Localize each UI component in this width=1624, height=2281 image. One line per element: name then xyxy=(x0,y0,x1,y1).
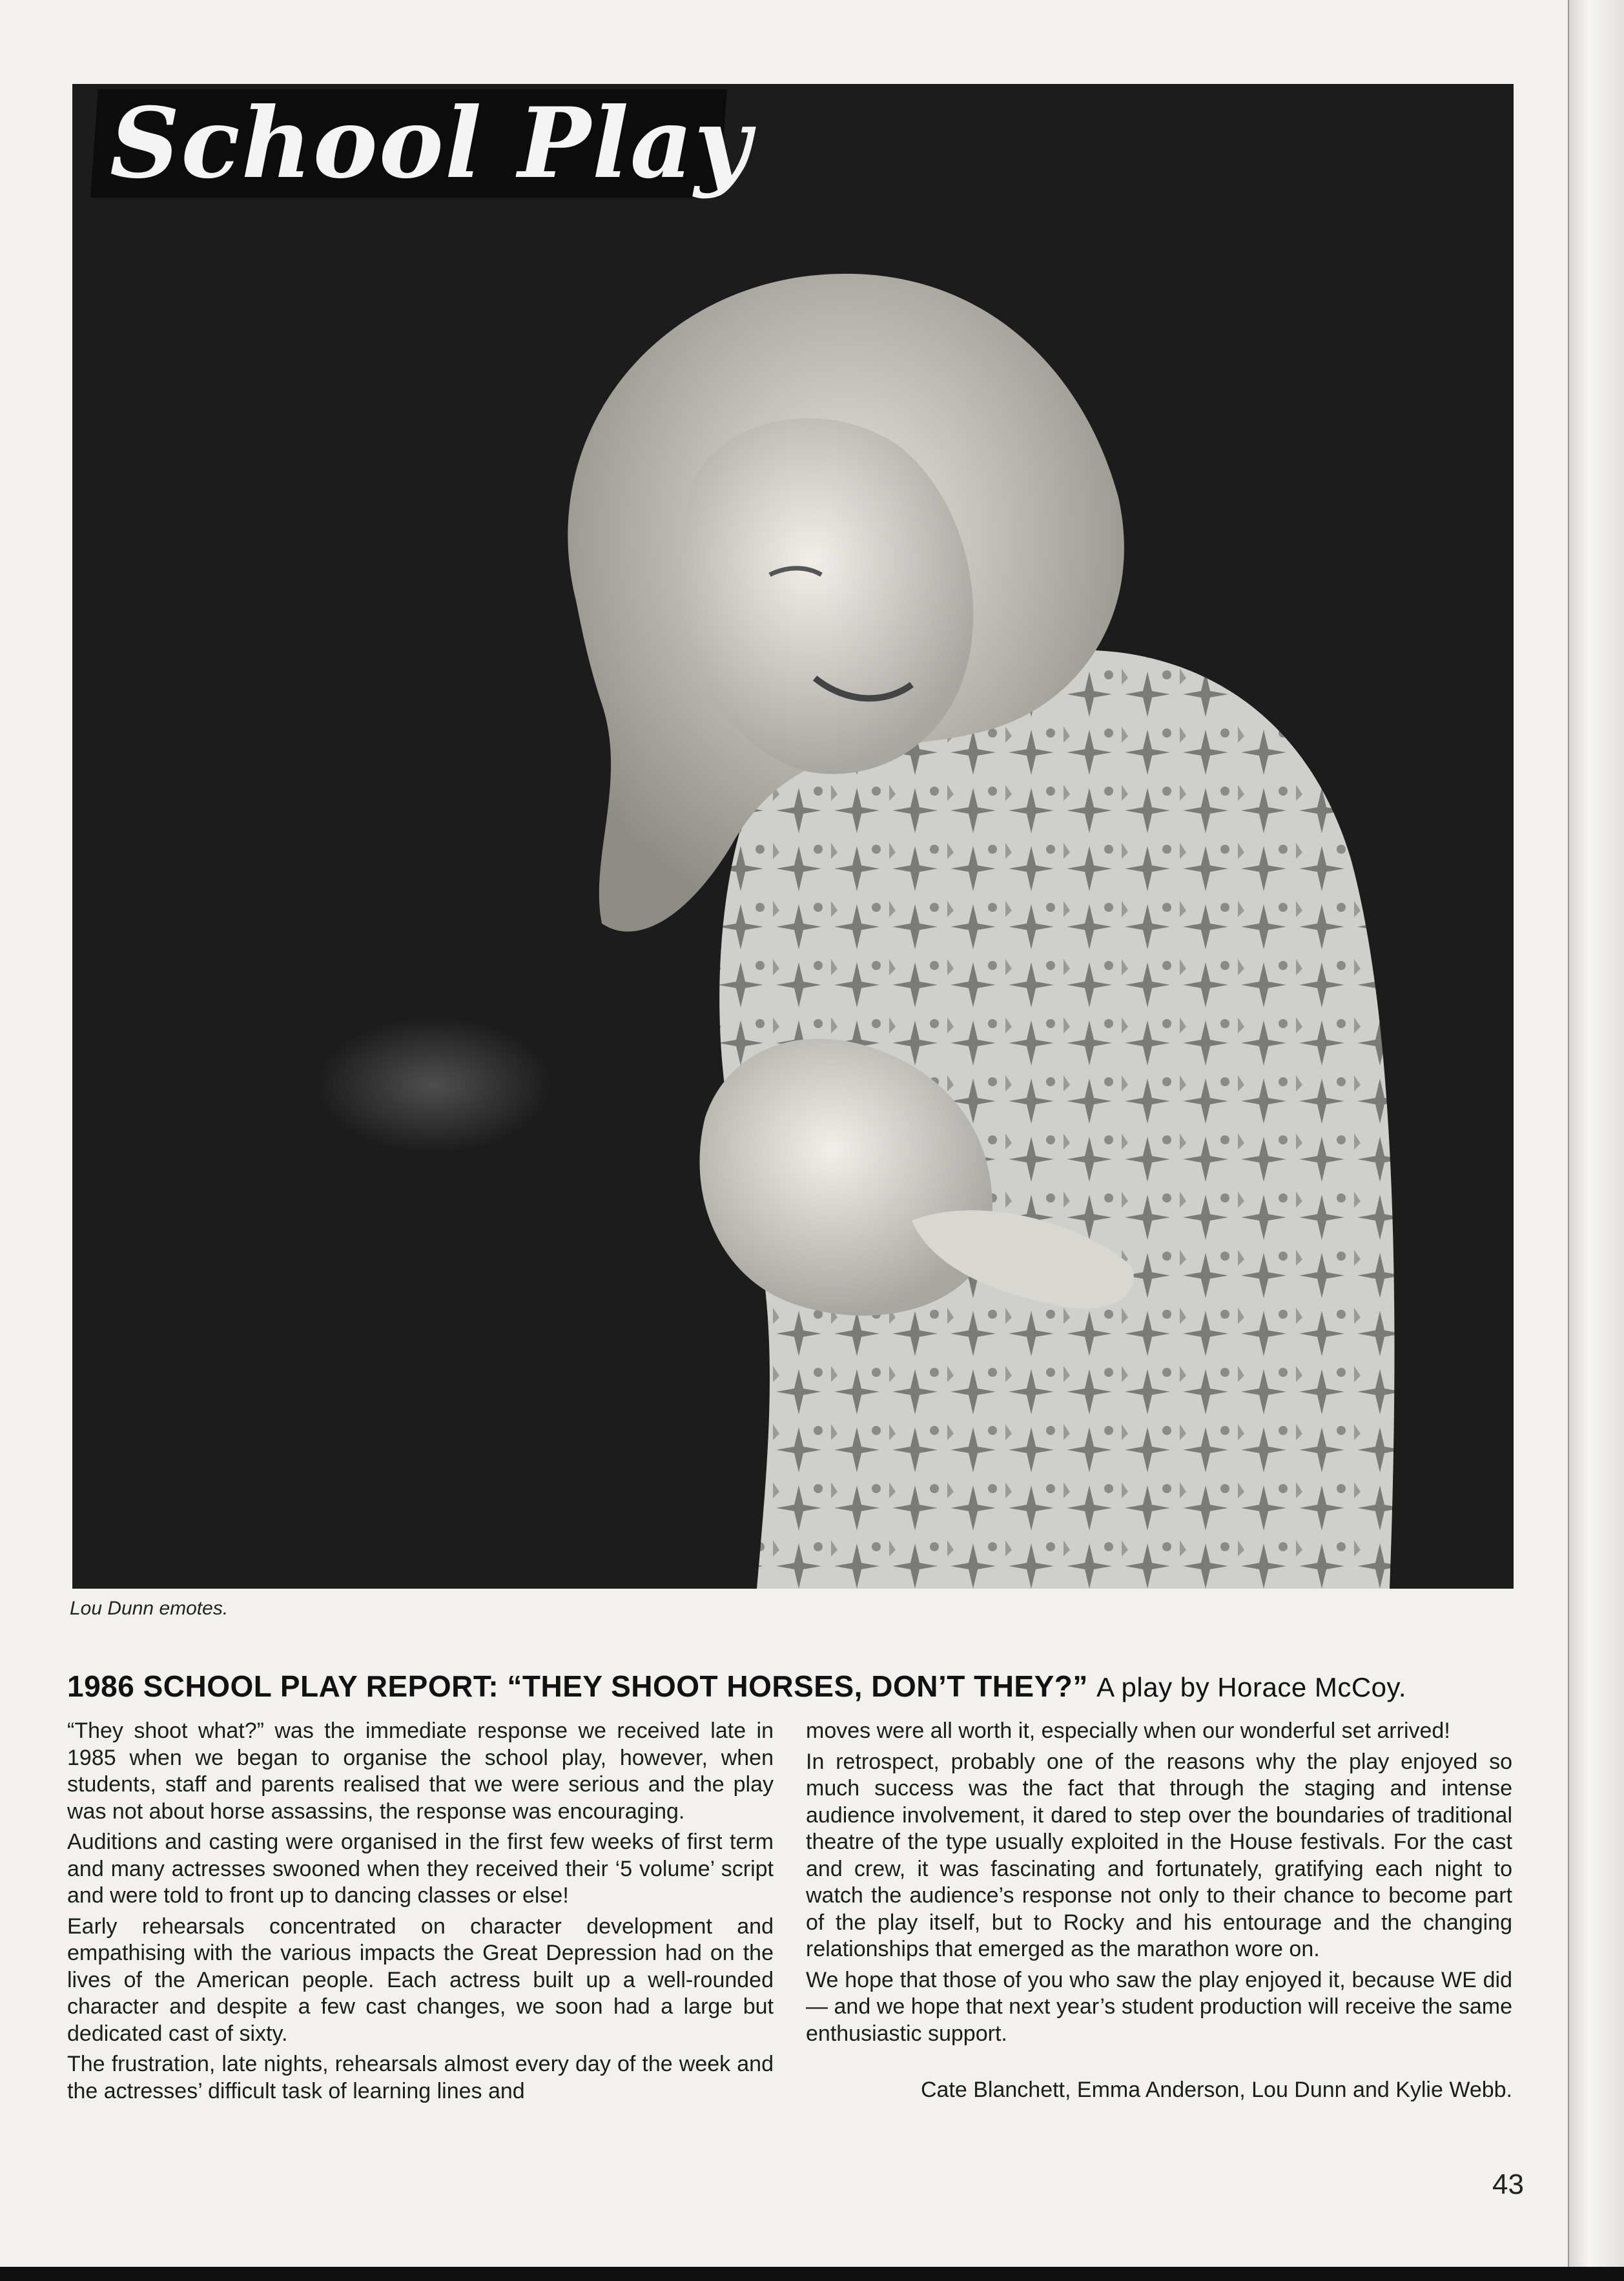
article-heading-main: 1986 SCHOOL PLAY REPORT: “THEY SHOOT HORSES, DON’T THEY?” xyxy=(67,1669,1088,1703)
page-number: 43 xyxy=(1492,2169,1524,2200)
article-paragraph: In retrospect, probably one of the reasons why the play enjoyed so much success was the fact that through the staging and intense audience involvement, it dared to step over the boundaries of traditional theatre of the type usually exploited in the House festivals. For the cast and crew, it was fascinating and fortunately, gratifying each night to watch the audience’s response not only to their chance to become part of the play itself, but to Rocky and his entourage and the changing relationships that emerged as the marathon wore on. xyxy=(806,1749,1512,1961)
article-column-right xyxy=(806,1718,1512,2108)
article-paragraph: moves were all worth it, especially when our wonderful set arrived! xyxy=(806,1718,1450,1743)
article-paragraph: “They shoot what?” was the immediate response we received late in 1985 when we began to organise the school play, however, when students, staff and parents realised that we were serious and the play was not about horse assassins, the response was encouraging. xyxy=(67,1718,774,1824)
article-paragraph: Auditions and casting were organised in the first few weeks of first term and many actresses swooned when they received their ‘5 volume’ script and were told to front up to dancing classes or else! xyxy=(67,1830,774,1908)
article-paragraph: We hope that those of you who saw the play enjoyed it, because WE did — and we hope that next year’s student production will receive the same enthusiastic support. xyxy=(806,1967,1512,2046)
performer-illustration xyxy=(72,84,1514,1589)
performer-photo xyxy=(72,84,1514,1589)
photo-caption: Lou Dunn emotes. xyxy=(70,1598,229,1619)
article-paragraph: Early rehearsals concentrated on character development and empathising with the various impacts the Great Depression had on the lives of the American people. Each actress built up a well-rounded character and despite a few cast changes, we soon had a large but dedicated cast of sixty. xyxy=(67,1914,774,2046)
article-column-left xyxy=(67,1718,774,2109)
scan-bottom-edge xyxy=(0,2267,1624,2281)
article-subheading: A play by Horace McCoy. xyxy=(1096,1672,1407,1702)
page-title: School Play xyxy=(110,87,752,200)
article-heading xyxy=(67,1669,1520,1704)
article-signature: Cate Blanchett, Emma Anderson, Lou Dunn and Kylie Webb. xyxy=(920,2078,1512,2102)
page-binding-edge xyxy=(1568,0,1624,2281)
article-paragraph: The frustration, late nights, rehearsals almost every day of the week and the actresses’ difficult task of learning lines and xyxy=(67,2052,774,2103)
